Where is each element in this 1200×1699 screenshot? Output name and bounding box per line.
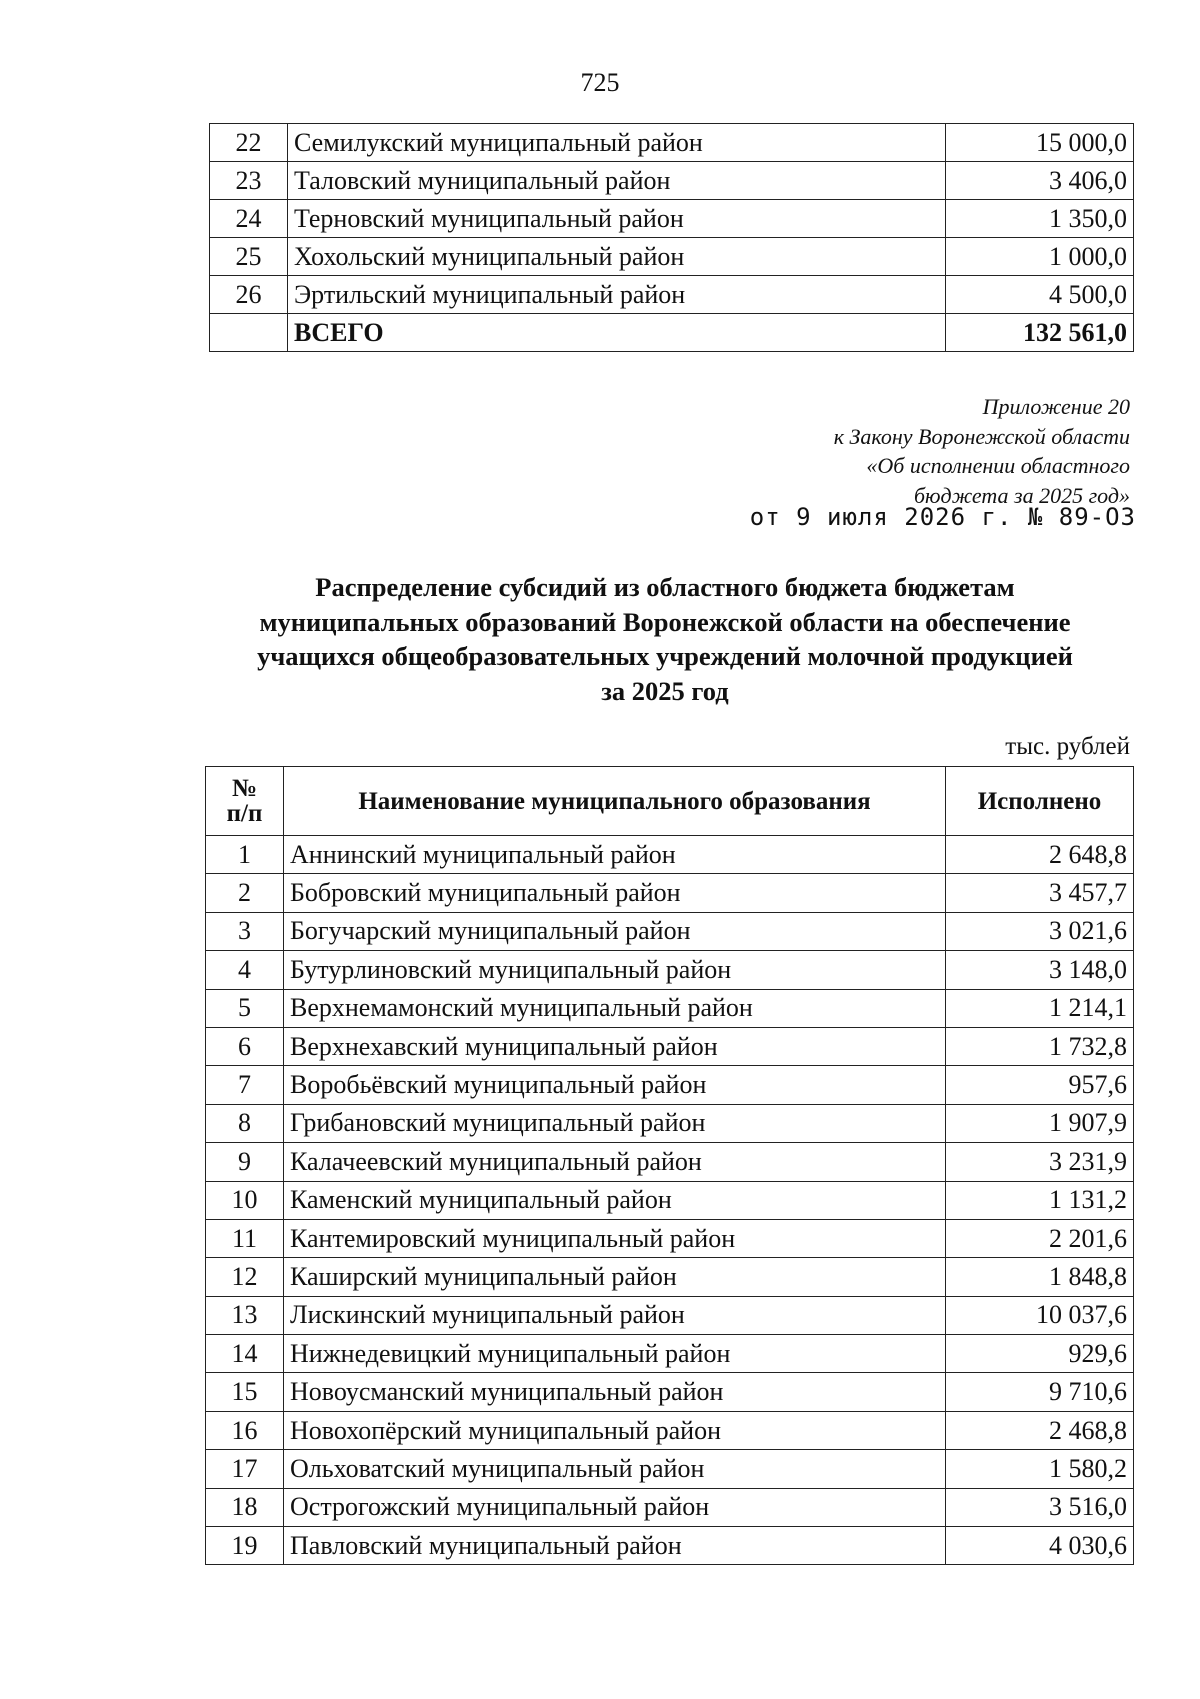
table-row: [206, 1335, 1134, 1373]
table-row: [206, 1450, 1134, 1488]
table-row: [206, 912, 1134, 950]
amount-value: 4 030,6: [946, 1527, 1134, 1565]
table-row: [206, 1181, 1134, 1219]
title-line-3: учащихся общеобразовательных учреждений молочной продукцией: [257, 641, 1073, 671]
total-value: 132 561,0: [946, 314, 1134, 352]
amount-value: 3 021,6: [946, 912, 1134, 950]
municipality-name: Воробьёвский муниципальный район: [284, 1066, 946, 1104]
appendix-line-1: Приложение 20: [982, 394, 1130, 419]
main-table: [205, 766, 1134, 1565]
municipality-name: Семилукский муниципальный район: [288, 124, 946, 162]
municipality-name: Бутурлиновский муниципальный район: [284, 951, 946, 989]
header-num-line-1: №: [231, 775, 258, 802]
table-row: [206, 874, 1134, 912]
table-row: [210, 200, 1134, 238]
municipality-name: Таловский муниципальный район: [288, 162, 946, 200]
appendix-line-2: к Закону Воронежской области: [833, 423, 1130, 449]
table-row: [206, 1027, 1134, 1065]
row-number: 18: [206, 1488, 284, 1526]
page-number: 725: [580, 68, 620, 97]
municipality-name: Острогожский муниципальный район: [284, 1488, 946, 1526]
main-table-body: [206, 836, 1134, 1565]
table-row: [206, 836, 1134, 874]
table-row: [206, 1527, 1134, 1565]
municipality-name: Эртильский муниципальный район: [288, 276, 946, 314]
amount-value: 4 500,0: [946, 276, 1134, 314]
amount-value: 10 037,6: [946, 1296, 1134, 1334]
municipality-name: Богучарский муниципальный район: [284, 912, 946, 950]
municipality-name: Новоусманский муниципальный район: [284, 1373, 946, 1411]
row-number: 1: [206, 836, 284, 874]
table-row: [210, 276, 1134, 314]
main-table-head: [206, 767, 1134, 836]
appendix-date: от 9 июля 2026 г. № 89-ОЗ: [749, 503, 1136, 531]
row-number: 25: [210, 238, 288, 276]
municipality-name: Каширский муниципальный район: [284, 1258, 946, 1296]
row-number: 9: [206, 1143, 284, 1181]
amount-value: 957,6: [946, 1066, 1134, 1104]
table-row: [206, 1066, 1134, 1104]
table-row: [210, 238, 1134, 276]
table-row: [206, 1104, 1134, 1142]
row-number: 5: [206, 989, 284, 1027]
amount-value: 929,6: [946, 1335, 1134, 1373]
municipality-name: Бобровский муниципальный район: [284, 874, 946, 912]
amount-value: 3 516,0: [946, 1488, 1134, 1526]
table-row: [206, 989, 1134, 1027]
total-num-cell: [210, 314, 288, 352]
header-num: [206, 767, 284, 836]
municipality-name: Ольховатский муниципальный район: [284, 1450, 946, 1488]
row-number: 24: [210, 200, 288, 238]
municipality-name: Верхнехавский муниципальный район: [284, 1027, 946, 1065]
municipality-name: Хохольский муниципальный район: [288, 238, 946, 276]
table-row: [206, 1411, 1134, 1449]
municipality-name: Верхнемамонский муниципальный район: [284, 989, 946, 1027]
amount-value: 1 350,0: [946, 200, 1134, 238]
title-line-1: Распределение субсидий из областного бюджета бюджетам: [315, 572, 1015, 602]
row-number: 23: [210, 162, 288, 200]
amount-value: 1 907,9: [946, 1104, 1134, 1142]
municipality-name: Калачеевский муниципальный район: [284, 1143, 946, 1181]
row-number: 15: [206, 1373, 284, 1411]
row-number: 11: [206, 1219, 284, 1257]
units-label: тыс. рублей: [1005, 733, 1130, 760]
top-table-total: [210, 314, 1134, 352]
municipality-name: Лискинский муниципальный район: [284, 1296, 946, 1334]
table-row: [210, 124, 1134, 162]
row-number: 14: [206, 1335, 284, 1373]
amount-value: 1 732,8: [946, 1027, 1134, 1065]
table-row: [206, 1373, 1134, 1411]
table-row: [206, 1258, 1134, 1296]
municipality-name: Каменский муниципальный район: [284, 1181, 946, 1219]
amount-value: 1 000,0: [946, 238, 1134, 276]
municipality-name: Аннинский муниципальный район: [284, 836, 946, 874]
municipality-name: Грибановский муниципальный район: [284, 1104, 946, 1142]
amount-value: 3 406,0: [946, 162, 1134, 200]
table-row: [210, 162, 1134, 200]
row-number: 6: [206, 1027, 284, 1065]
row-number: 2: [206, 874, 284, 912]
row-number: 16: [206, 1411, 284, 1449]
title-line-4: за 2025 год: [601, 675, 729, 706]
total-row: [210, 314, 1134, 352]
row-number: 13: [206, 1296, 284, 1334]
table-row: [206, 1143, 1134, 1181]
table-row: [206, 1488, 1134, 1526]
amount-value: 2 201,6: [946, 1219, 1134, 1257]
header-name: Наименование муниципального образования: [284, 767, 946, 836]
table-row: [206, 1296, 1134, 1334]
header-num-line-2: п/п: [226, 800, 263, 827]
row-number: 10: [206, 1181, 284, 1219]
row-number: 12: [206, 1258, 284, 1296]
municipality-name: Кантемировский муниципальный район: [284, 1219, 946, 1257]
amount-value: 1 214,1: [946, 989, 1134, 1027]
title-line-2: муниципальных образований Воронежской области на обеспечение: [259, 606, 1071, 637]
amount-value: 3 148,0: [946, 951, 1134, 989]
amount-value: 9 710,6: [946, 1373, 1134, 1411]
header-row: [206, 767, 1134, 836]
row-number: 7: [206, 1066, 284, 1104]
amount-value: 2 468,8: [946, 1411, 1134, 1449]
row-number: 4: [206, 951, 284, 989]
appendix-line-4: бюджета за 2025 год»: [913, 482, 1130, 508]
amount-value: 1 848,8: [946, 1258, 1134, 1296]
municipality-name: Павловский муниципальный район: [284, 1527, 946, 1565]
row-number: 3: [206, 912, 284, 950]
total-label: ВСЕГО: [288, 314, 946, 352]
table-row: [206, 1219, 1134, 1257]
row-number: 19: [206, 1527, 284, 1565]
row-number: 8: [206, 1104, 284, 1142]
row-number: 26: [210, 276, 288, 314]
municipality-name: Новохопёрский муниципальный район: [284, 1411, 946, 1449]
municipality-name: Терновский муниципальный район: [288, 200, 946, 238]
document-title: [200, 570, 1130, 708]
amount-value: 1 580,2: [946, 1450, 1134, 1488]
row-number: 22: [210, 124, 288, 162]
amount-value: 3 457,7: [946, 874, 1134, 912]
amount-value: 1 131,2: [946, 1181, 1134, 1219]
amount-value: 2 648,8: [946, 836, 1134, 874]
header-value: Исполнено: [946, 767, 1134, 836]
top-table-body: [210, 124, 1134, 314]
municipality-name: Нижнедевицкий муниципальный район: [284, 1335, 946, 1373]
amount-value: 15 000,0: [946, 124, 1134, 162]
table-row: [206, 951, 1134, 989]
top-table: [209, 123, 1134, 352]
row-number: 17: [206, 1450, 284, 1488]
appendix-line-3: «Об исполнении областного: [866, 453, 1130, 478]
amount-value: 3 231,9: [946, 1143, 1134, 1181]
appendix-header: [834, 392, 1130, 510]
